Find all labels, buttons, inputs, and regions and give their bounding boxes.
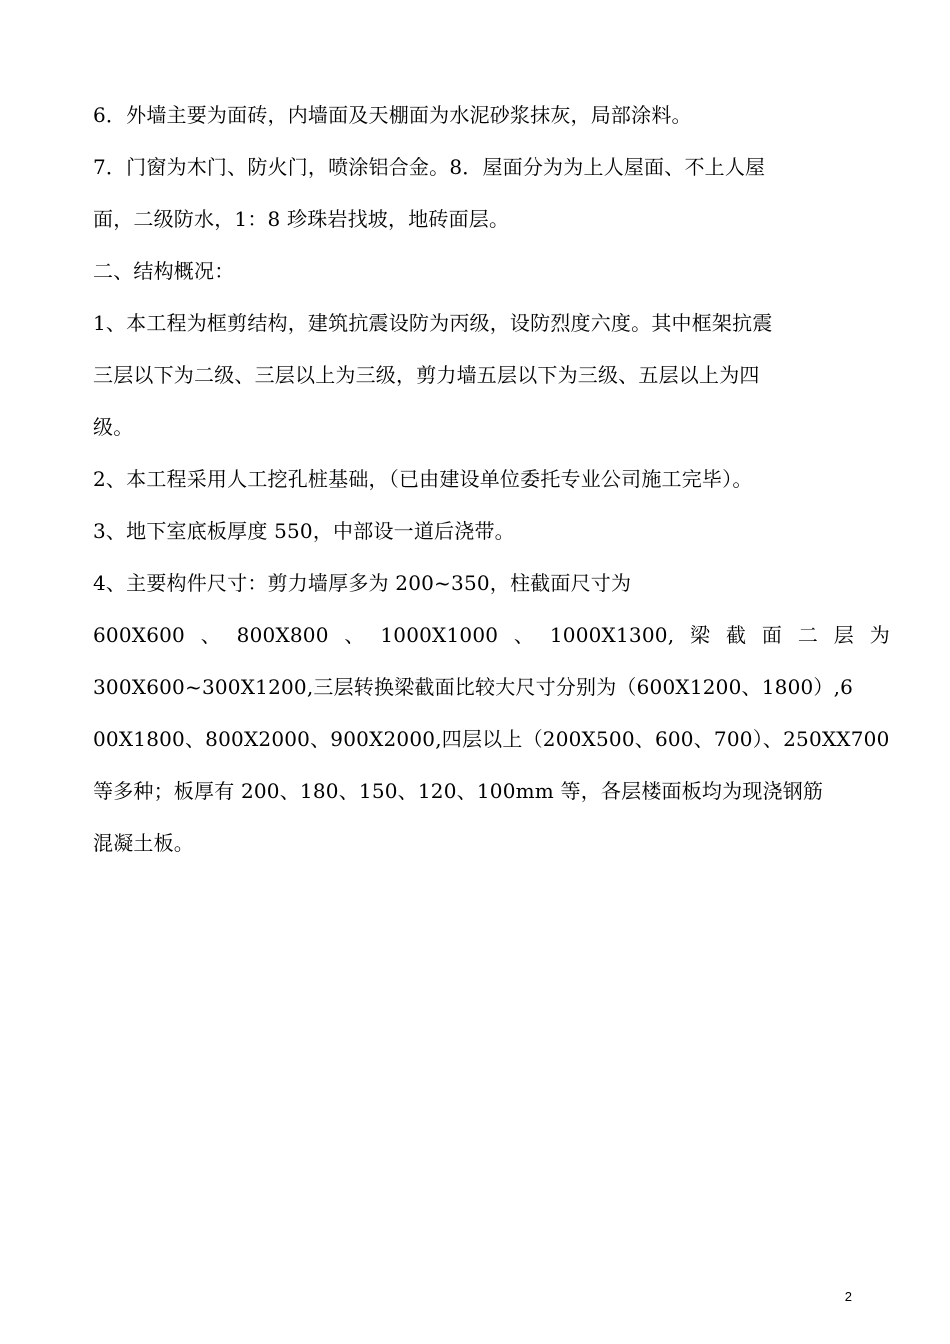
paragraph-line: 3、地下室底板厚度 550，中部设一道后浇带。 [93, 519, 515, 543]
justified-token: 1000X1300, [549, 623, 675, 647]
paragraph-line: 300X600~300X1200,三层转换梁截面比较大尺寸分别为（600X1200、1800）,6 [93, 675, 854, 699]
justified-token: 800X800 [236, 623, 329, 647]
paragraph-line: 2、本工程采用人工挖孔桩基础，（已由建设单位委托专业公司施工完毕）。 [93, 467, 753, 491]
justified-token: 二 [797, 623, 819, 647]
justified-token: 600X600 [93, 623, 185, 647]
paragraph-line: 7．门窗为木门、防火门，喷涂铝合金。8．屋面分为为上人屋面、不上人屋 [93, 155, 766, 179]
paragraph-line: 6．外墙主要为面砖，内墙面及天棚面为水泥砂浆抹灰，局部涂料。 [93, 103, 692, 127]
justified-token: 截 [725, 623, 747, 647]
justified-token: 、 [344, 623, 365, 647]
paragraph-line: 00X1800、800X2000、900X2000,四层以上（200X500、600、700）、250XX700 [93, 727, 890, 751]
justified-token: 、 [200, 623, 221, 647]
justified-token: 面 [761, 623, 783, 647]
paragraph-line: 级。 [93, 415, 134, 439]
section-heading: 二、结构概况： [93, 259, 235, 283]
justified-token: 梁 [690, 623, 711, 647]
body-text [93, 95, 890, 875]
justified-line [93, 615, 890, 667]
justified-token: 层 [833, 623, 854, 647]
paragraph-line: 三层以下为二级、三层以上为三级，剪力墙五层以下为三级、五层以上为四 [93, 363, 760, 387]
justified-token: 、 [513, 623, 535, 647]
paragraph-line: 面，二级防水，1：8 珍珠岩找坡，地砖面层。 [93, 207, 510, 231]
paragraph-line: 混凝土板。 [93, 831, 194, 855]
page-number: 2 [844, 1289, 852, 1304]
justified-token: 1000X1000 [380, 623, 499, 647]
paragraph-line: 1、本工程为框剪结构，建筑抗震设防为丙级，设防烈度六度。其中框架抗震 [93, 311, 773, 335]
paragraph-line: 等多种；板厚有 200、180、150、120、100mm 等，各层楼面板均为现浇钢筋 [93, 779, 824, 803]
justified-token: 为 [869, 623, 890, 647]
paragraph-line: 4、主要构件尺寸：剪力墙厚多为 200~350，柱截面尺寸为 [93, 571, 632, 595]
